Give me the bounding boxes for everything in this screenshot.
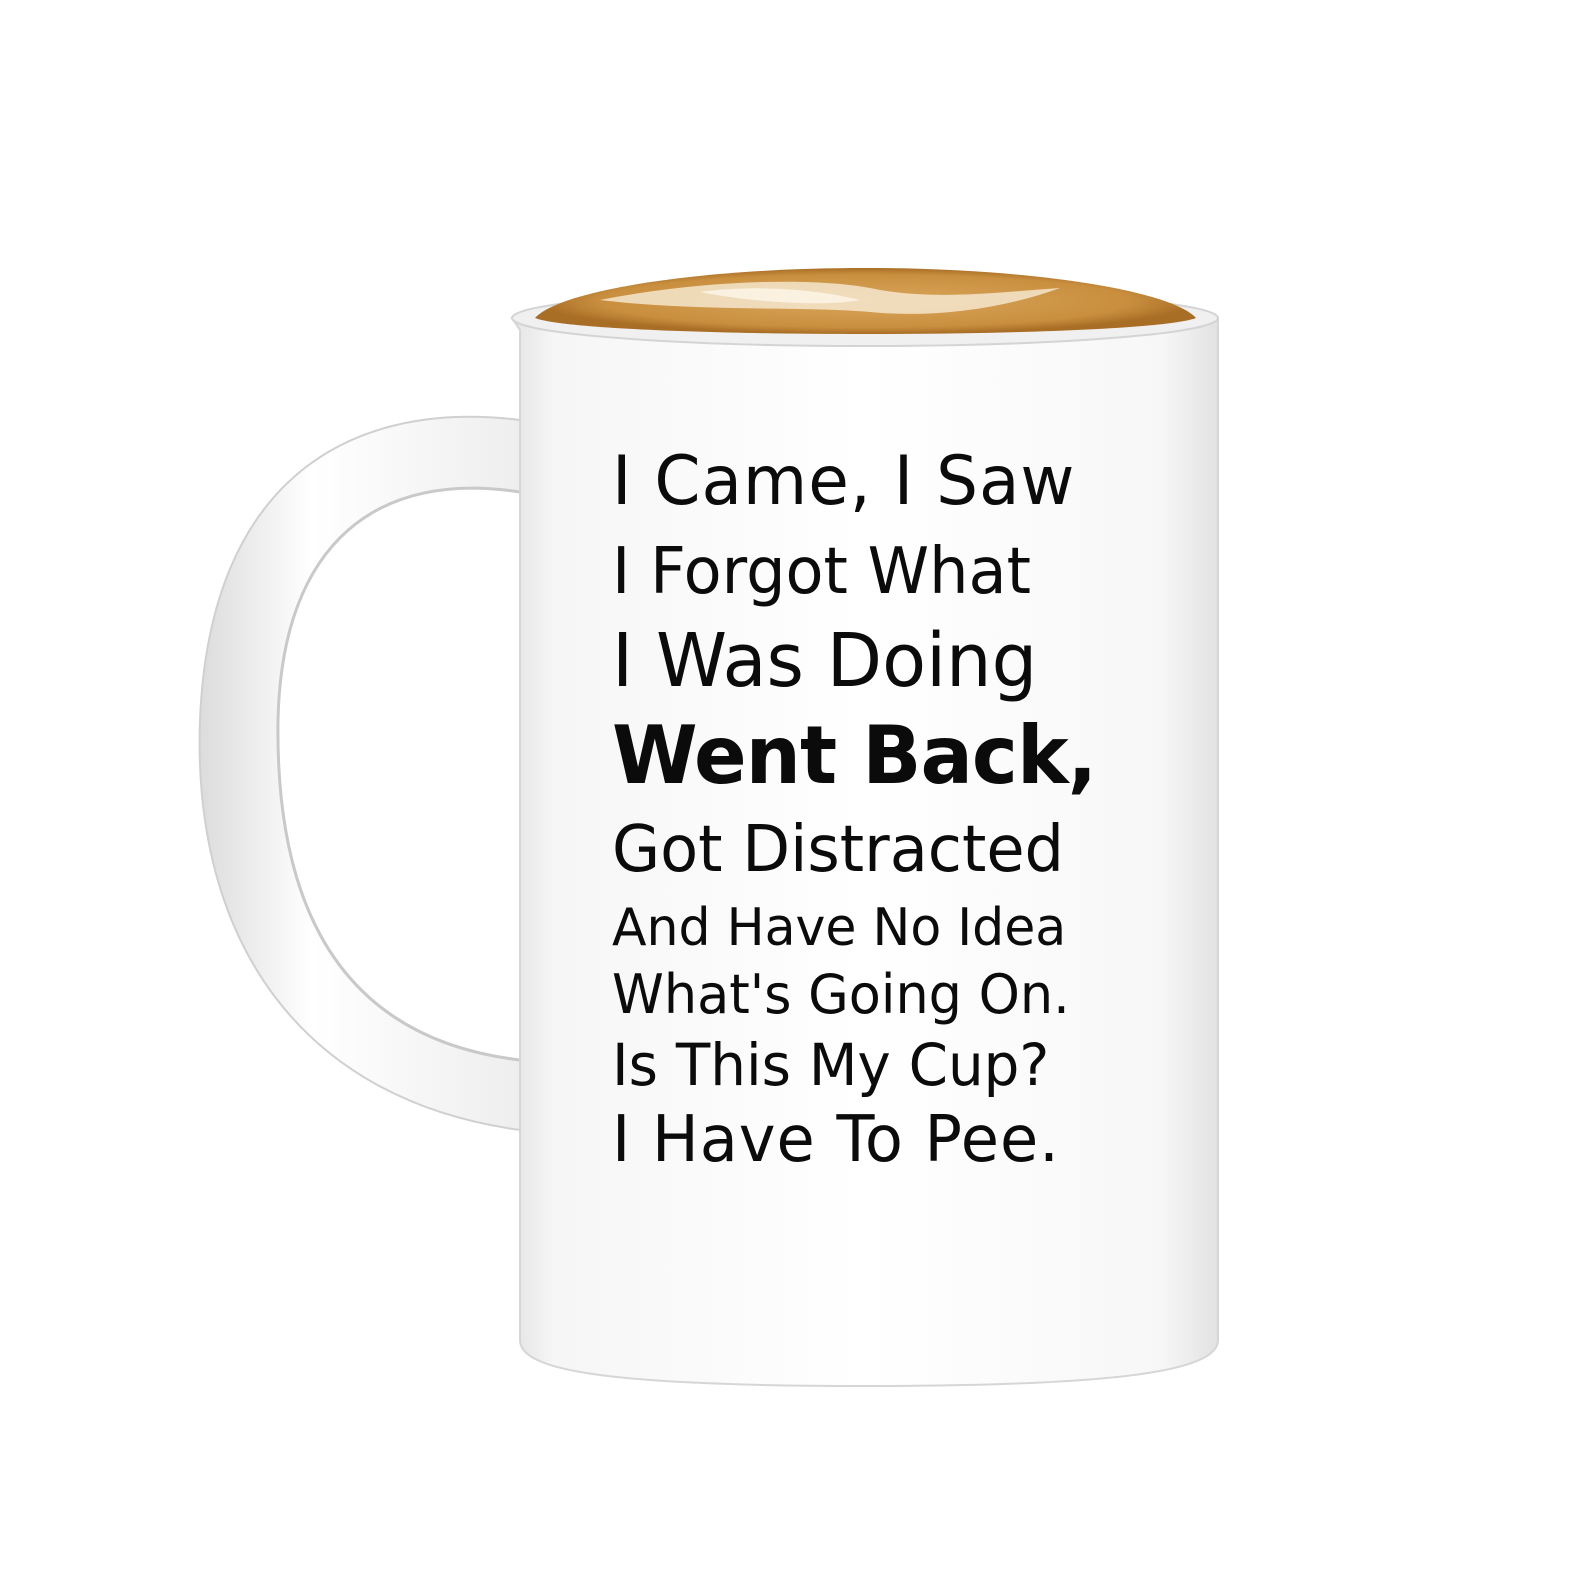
quote-line-3: I Was Doing <box>612 618 1038 704</box>
quote-line-8: Is This My Cup? <box>612 1031 1050 1099</box>
quote-line-6: And Have No Idea <box>612 898 1067 958</box>
quote-line-2: I Forgot What <box>612 535 1031 609</box>
quote-line-1: I Came, I Saw <box>612 442 1076 521</box>
quote-line-4: Went Back, <box>612 709 1097 802</box>
quote-line-9: I Have To Pee. <box>612 1103 1060 1177</box>
mug-quote <box>612 428 1132 1177</box>
coffee-surface <box>512 268 1218 346</box>
quote-line-5: Got Distracted <box>612 813 1065 887</box>
mug-handle <box>200 417 522 1130</box>
quote-line-7: What's Going On. <box>612 963 1070 1026</box>
